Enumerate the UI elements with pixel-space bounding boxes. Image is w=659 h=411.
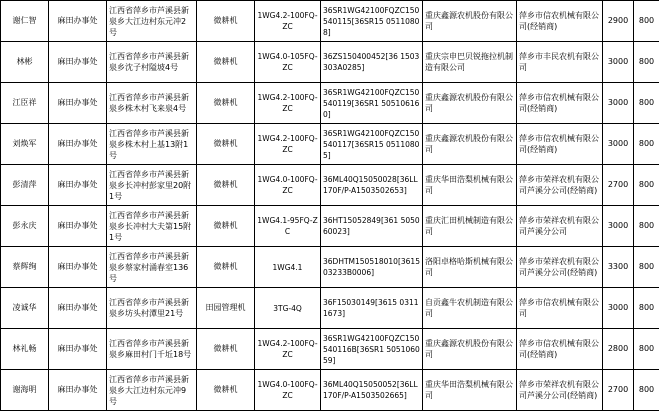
factory-code-cell: 36DHTM150518010[361503233B0006] bbox=[321, 247, 423, 288]
dealer-cell: 萍乡市荣祥农机有限公司芦溪分公司(经销商) bbox=[517, 165, 603, 206]
factory-code-cell: 36SR1WG42100FQZC150540115[36SR15 05110808] bbox=[321, 1, 423, 42]
manufacturer-cell: 重庆鑫源农机股份有限公司 bbox=[423, 329, 517, 370]
machine-type-cell: 微耕机 bbox=[197, 329, 255, 370]
address-cell: 江西省萍乡市芦溪县新泉乡坊头村潭里21号 bbox=[107, 288, 197, 329]
subsidy-amount-cell: 800 bbox=[634, 247, 659, 288]
machine-model-cell: 1WG4.1-95FQ-ZC bbox=[255, 206, 321, 247]
sale-price-cell: 3000 bbox=[603, 124, 634, 165]
farmer-name-cell: 谢仁智 bbox=[1, 1, 49, 42]
manufacturer-cell: 洛阳卓格哈斯机械有限公司 bbox=[423, 247, 517, 288]
sale-price-cell: 2900 bbox=[603, 1, 634, 42]
farmer-name-cell: 江臣祥 bbox=[1, 83, 49, 124]
subsidy-amount-cell: 800 bbox=[634, 288, 659, 329]
table-row bbox=[1, 83, 659, 124]
manufacturer-cell: 重庆华田浩梨机械有限公司 bbox=[423, 165, 517, 206]
farmer-name-cell: 林彬 bbox=[1, 42, 49, 83]
office-name-cell: 麻田办事处 bbox=[49, 42, 107, 83]
table-row bbox=[1, 42, 659, 83]
subsidy-amount-cell: 800 bbox=[634, 206, 659, 247]
sale-price-cell: 2700 bbox=[603, 165, 634, 206]
address-cell: 江西省萍乡市芦溪县新泉乡株木村飞来泉4号 bbox=[107, 83, 197, 124]
manufacturer-cell: 重庆鑫源农机股份有限公司 bbox=[423, 1, 517, 42]
subsidy-amount-cell: 800 bbox=[634, 165, 659, 206]
dealer-cell: 萍乡市荣祥农机有限公司芦溪分公司(经销商) bbox=[517, 247, 603, 288]
address-cell: 江西省萍乡市芦溪县新泉乡长冲村大夫第15附1号 bbox=[107, 206, 197, 247]
dealer-cell: 萍乡市信农机械有限公司(经销商) bbox=[517, 83, 603, 124]
address-cell: 江西省萍乡市芦溪县新泉乡麻田村门千坵18号 bbox=[107, 329, 197, 370]
subsidy-amount-cell: 800 bbox=[634, 83, 659, 124]
machine-type-cell: 微耕机 bbox=[197, 1, 255, 42]
sale-price-cell: 3000 bbox=[603, 206, 634, 247]
farmer-name-cell: 林礼畅 bbox=[1, 329, 49, 370]
farmer-name-cell: 蔡辉绚 bbox=[1, 247, 49, 288]
sale-price-cell: 2800 bbox=[603, 329, 634, 370]
table-row bbox=[1, 206, 659, 247]
table-row bbox=[1, 165, 659, 206]
machine-type-cell: 微耕机 bbox=[197, 206, 255, 247]
machine-model-cell: 1WG4.0-105FQ-ZC bbox=[255, 42, 321, 83]
table-row bbox=[1, 124, 659, 165]
dealer-cell: 萍乡市丰民农机有限公司 bbox=[517, 42, 603, 83]
subsidy-amount-cell: 800 bbox=[634, 124, 659, 165]
address-cell: 江西省萍乡市芦溪县新泉乡大江边村东元冲2号 bbox=[107, 1, 197, 42]
machine-model-cell: 1WG4.2-100FQ-ZC bbox=[255, 83, 321, 124]
machine-model-cell: 3TG-4Q bbox=[255, 288, 321, 329]
dealer-cell: 萍乡市荣祥农机有限公司芦溪分公司(经销商) bbox=[517, 370, 603, 411]
manufacturer-cell: 重庆华田浩梨机械有限公司 bbox=[423, 370, 517, 411]
machine-type-cell: 微耕机 bbox=[197, 124, 255, 165]
farmer-name-cell: 谢海明 bbox=[1, 370, 49, 411]
address-cell: 江西省萍乡市芦溪县新泉乡株木村上基13附1号 bbox=[107, 124, 197, 165]
manufacturer-cell: 重庆汇田机械制造有限公司 bbox=[423, 206, 517, 247]
dealer-cell: 萍乡市信农机械有限公司(经销商) bbox=[517, 329, 603, 370]
subsidy-amount-cell: 800 bbox=[634, 370, 659, 411]
address-cell: 江西省萍乡市芦溪县新泉乡大江边村东元冲9号 bbox=[107, 370, 197, 411]
table-row bbox=[1, 288, 659, 329]
machine-type-cell: 微耕机 bbox=[197, 83, 255, 124]
office-name-cell: 麻田办事处 bbox=[49, 165, 107, 206]
office-name-cell: 麻田办事处 bbox=[49, 247, 107, 288]
machine-type-cell: 田园管理机 bbox=[197, 288, 255, 329]
machine-type-cell: 微耕机 bbox=[197, 165, 255, 206]
subsidy-amount-cell: 800 bbox=[634, 1, 659, 42]
table-row bbox=[1, 247, 659, 288]
sale-price-cell: 3000 bbox=[603, 42, 634, 83]
farmer-name-cell: 刘焕军 bbox=[1, 124, 49, 165]
machine-model-cell: 1WG4.2-100FQ-ZC bbox=[255, 329, 321, 370]
factory-code-cell: 36SR1WG42100FQZC150540116B[36SR1 505106059] bbox=[321, 329, 423, 370]
address-cell: 江西省萍乡市芦溪县新泉乡沈子村隘坡4号 bbox=[107, 42, 197, 83]
manufacturer-cell: 重庆鑫源农机股份有限公司 bbox=[423, 83, 517, 124]
office-name-cell: 麻田办事处 bbox=[49, 83, 107, 124]
factory-code-cell: 36SR1WG42100FQZC150540117[36SR15 05110805] bbox=[321, 124, 423, 165]
address-cell: 江西省萍乡市芦溪县新泉乡蔡家村涌春室136号 bbox=[107, 247, 197, 288]
farmer-name-cell: 彭永庆 bbox=[1, 206, 49, 247]
factory-code-cell: 36SR1WG42100FQZC150540119[36SR1 505106160] bbox=[321, 83, 423, 124]
table-row bbox=[1, 370, 659, 411]
office-name-cell: 麻田办事处 bbox=[49, 206, 107, 247]
machine-model-cell: 1WG4.1 bbox=[255, 247, 321, 288]
machine-model-cell: 1WG4.2-100FQ-ZC bbox=[255, 124, 321, 165]
machine-model-cell: 1WG4.2-100FQ-ZC bbox=[255, 1, 321, 42]
office-name-cell: 麻田办事处 bbox=[49, 329, 107, 370]
farmer-name-cell: 彭清萍 bbox=[1, 165, 49, 206]
machine-type-cell: 微耕机 bbox=[197, 370, 255, 411]
subsidy-amount-cell: 800 bbox=[634, 42, 659, 83]
table-row bbox=[1, 1, 659, 42]
address-cell: 江西省萍乡市芦溪县新泉乡长冲村彭家里20附1号 bbox=[107, 165, 197, 206]
manufacturer-cell: 自贡鑫牛农机制造有限公司 bbox=[423, 288, 517, 329]
office-name-cell: 麻田办事处 bbox=[49, 370, 107, 411]
factory-code-cell: 36HT15052849[361 505060023] bbox=[321, 206, 423, 247]
dealer-cell: 萍乡市信农机械有限公司(经销商) bbox=[517, 124, 603, 165]
dealer-cell: 萍乡市荣祥农机有限公司芦溪分公司 bbox=[517, 206, 603, 247]
office-name-cell: 麻田办事处 bbox=[49, 124, 107, 165]
factory-code-cell: 36ZS150400452[36 1503303A0285] bbox=[321, 42, 423, 83]
office-name-cell: 麻田办事处 bbox=[49, 288, 107, 329]
sale-price-cell: 3000 bbox=[603, 288, 634, 329]
machine-type-cell: 微耕机 bbox=[197, 247, 255, 288]
subsidy-amount-cell: 800 bbox=[634, 329, 659, 370]
sale-price-cell: 3000 bbox=[603, 83, 634, 124]
machine-model-cell: 1WG4.0-100FQ-ZC bbox=[255, 370, 321, 411]
machine-type-cell: 微耕机 bbox=[197, 42, 255, 83]
dealer-cell: 萍乡市信农机械有限公司 bbox=[517, 288, 603, 329]
manufacturer-cell: 重庆宗申巴贝锐拖拉机制造有限公司 bbox=[423, 42, 517, 83]
dealer-cell: 萍乡市信农机械有限公司(经销商) bbox=[517, 1, 603, 42]
office-name-cell: 麻田办事处 bbox=[49, 1, 107, 42]
machine-model-cell: 1WG4.0-100FQ-ZC bbox=[255, 165, 321, 206]
sale-price-cell: 2700 bbox=[603, 370, 634, 411]
manufacturer-cell: 重庆鑫源农机股份有限公司 bbox=[423, 124, 517, 165]
farmer-name-cell: 凌诚华 bbox=[1, 288, 49, 329]
factory-code-cell: 36ML40Q15050028[36LL170F/P-A1503502653] bbox=[321, 165, 423, 206]
factory-code-cell: 36F15030149[3615 03111673] bbox=[321, 288, 423, 329]
factory-code-cell: 36ML40Q15050052[36LL170F/P-A1503502665] bbox=[321, 370, 423, 411]
table-row bbox=[1, 329, 659, 370]
sale-price-cell: 3300 bbox=[603, 247, 634, 288]
